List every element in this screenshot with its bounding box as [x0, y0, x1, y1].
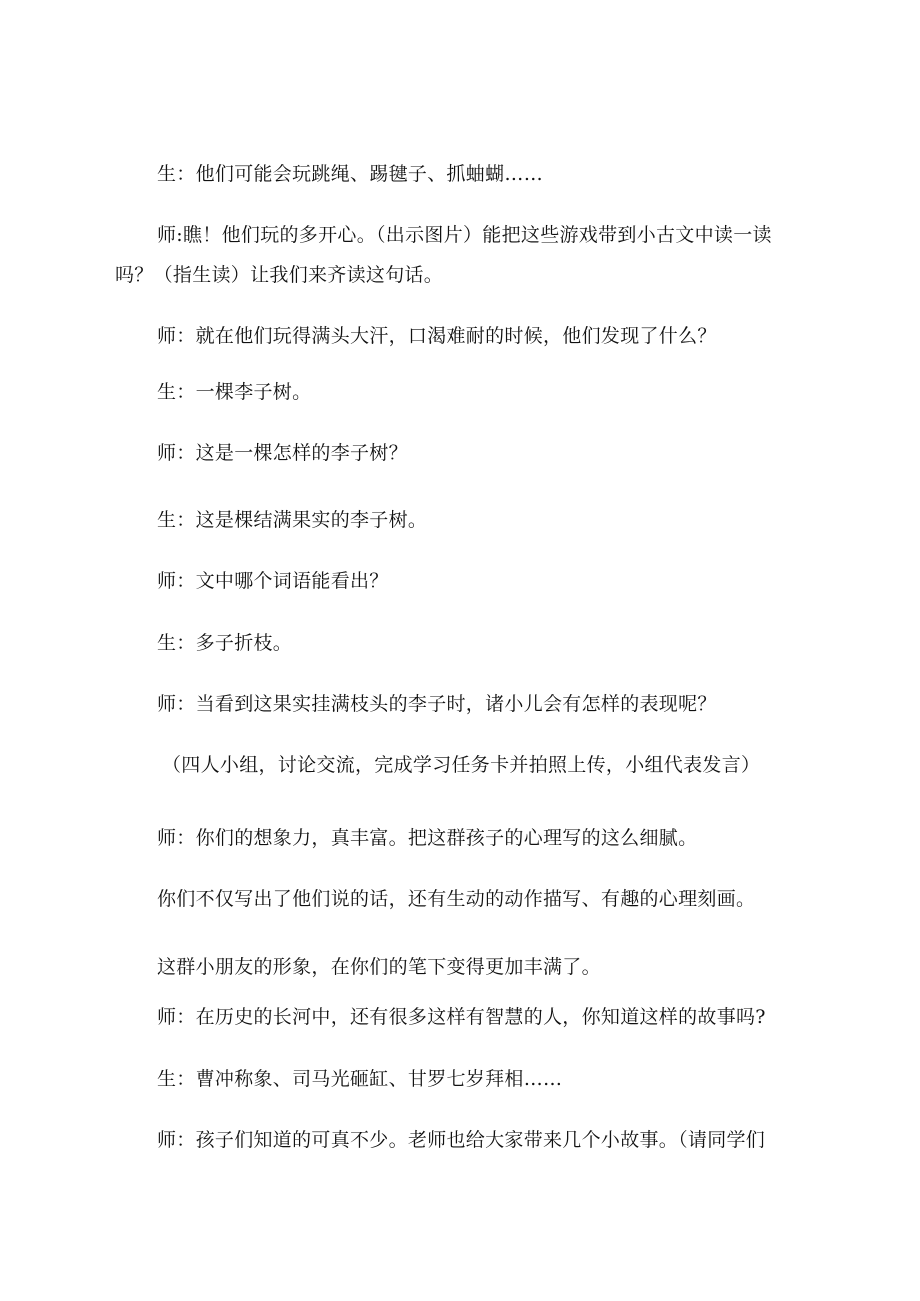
text-line-4: 师：就在他们玩得满头大汗，口渴难耐的时候，他们发现了什么？: [157, 325, 717, 347]
text-line-12: 师：你们的想象力，真丰富。把这群孩子的心理写的这么细腻。: [157, 827, 698, 849]
text-line-16: 生：曹冲称象、司马光砸缸、甘罗七岁拜相……: [157, 1068, 563, 1090]
text-line-11: （四人小组，讨论交流，完成学习任务卡并拍照上传，小组代表发言）: [162, 754, 761, 776]
text-line-3: 吗？（指生读）让我们来齐读这句话。: [115, 264, 444, 286]
text-line-13: 你们不仅写出了他们说的话，还有生动的动作描写、有趣的心理刻画。: [157, 888, 756, 910]
text-line-6: 师：这是一棵怎样的李子树？: [157, 442, 408, 464]
text-line-14: 这群小朋友的形象，在你们的笔下变得更加丰满了。: [157, 956, 601, 978]
text-line-2: 师:瞧！他们玩的多开心。（出示图片）能把这些游戏带到小古文中读一读: [157, 224, 772, 246]
text-line-5: 生：一棵李子树。: [157, 381, 312, 403]
text-line-8: 师：文中哪个词语能看出？: [157, 570, 389, 592]
text-line-7: 生：这是棵结满果实的李子树。: [157, 509, 428, 531]
text-line-1: 生：他们可能会玩跳绳、踢毽子、抓蚰蝴……: [157, 163, 544, 185]
text-line-15: 师：在历史的长河中，还有很多这样有智慧的人，你知道这样的故事吗?: [157, 1006, 766, 1028]
text-line-9: 生：多子折枝。: [157, 632, 293, 654]
text-line-17: 师：孩子们知道的可真不少。老师也给大家带来几个小故事。（请同学们: [157, 1129, 766, 1151]
text-line-10: 师：当看到这果实挂满枝头的李子时，诸小儿会有怎样的表现呢？: [157, 693, 717, 715]
